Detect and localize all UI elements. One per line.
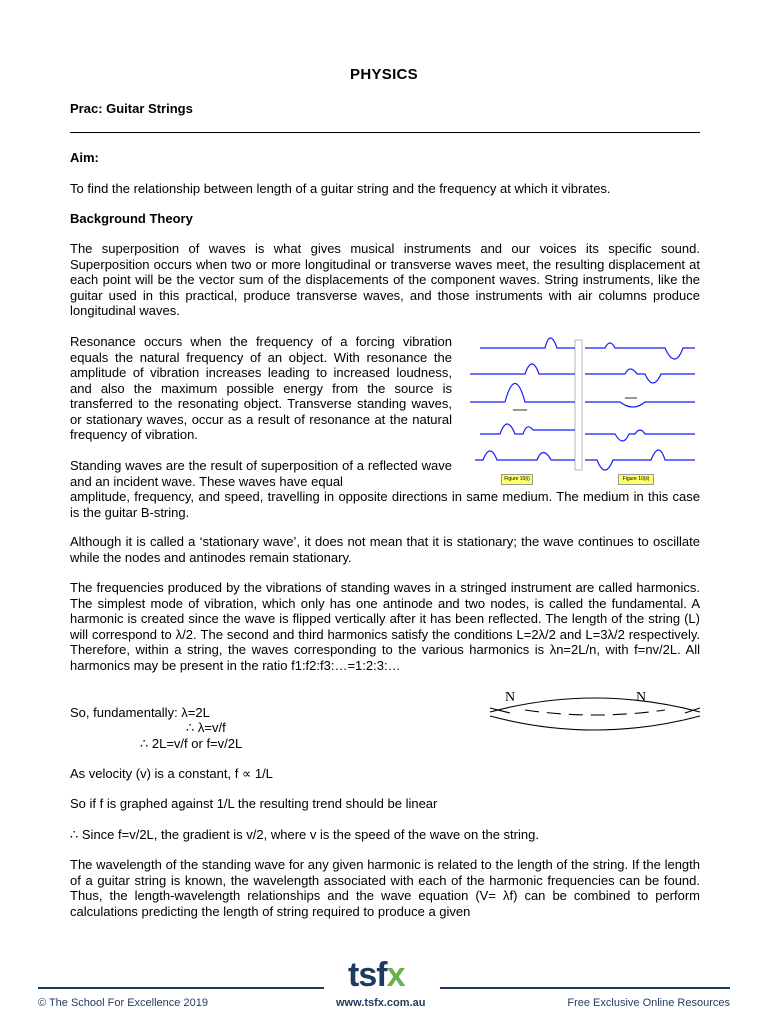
node-label-left: N [505,690,516,705]
tsfx-logo [348,958,404,992]
logo-main: tsf [348,956,387,994]
background-paragraph-2: Resonance occurs when the frequency of a forcing vibration equals the natural frequency of an object. With resonance the amplitude of vibration increases leading to increased loudness, and also the maximum possible energy from the source is transferred to the resonating object. Transverse standing waves, or stationary waves, occur as a result of resonance at the natural frequency of vibration. [70,334,452,442]
footer-copyright: © The School For Excellence 2019 [38,997,208,1009]
equation-1: So, fundamentally: λ=2L [70,705,210,720]
figure-label-left: Figure 10(i) [501,474,533,485]
equation-3: ∴ 2L=v/f or f=v/2L [140,736,243,751]
footer-website[interactable]: www.tsfx.com.au [336,997,426,1009]
equation-2: ∴ λ=v/f [186,720,226,735]
graph-statement: So if f is graphed against 1/L the resulting trend should be linear [70,796,438,811]
aim-heading: Aim: [70,150,99,165]
page-title: PHYSICS [350,66,418,83]
footer-line-right [440,987,730,989]
gradient-statement: ∴ Since f=v/2L, the gradient is v/2, where v is the speed of the wave on the string. [70,827,539,842]
logo-x: x [386,956,405,994]
background-paragraph-3b: amplitude, frequency, and speed, travelling in opposite directions in same medium. The medium in this case is the guitar B-string. [70,489,700,520]
background-paragraph-5: The frequencies produced by the vibrations of standing waves in a stringed instrument are called harmonics. The simplest mode of vibration, which only has one antinode and two nodes, is called the fundamental. A harmonic is created since the wave is flipped vertically after it has been reflected. The length of the string (L) will correspond to λ/2. The second and third harmonics satisfy the conditions L=2λ/2 and L=3λ/2 respectively. Therefore, within a string, the waves corresponding to the various harmonics is λn=2L/n, with f=nv/2L. All harmonics may be present in the ratio f1:f2:f3:…=1:2:3:… [70,580,700,673]
wave-reflection-figure [465,330,700,490]
background-paragraph-1: The superposition of waves is what gives musical instruments and our voices its specific sound. Superposition occurs when two or more longitudinal or transverse waves meet, the resulting displacement at each point will be the vector sum of the displacements of the component waves. String instruments, like the guitar used in this practical, produce transverse waves, and those instruments with air columns produce longitudinal waves. [70,241,700,318]
standing-wave-diagram [485,690,705,740]
figure-label-right: Figure 10(ii) [618,474,654,485]
background-paragraph-9: The wavelength of the standing wave for any given harmonic is related to the length of the string. If the length of a guitar string is known, the wavelength associated with each of the harmonic frequencies can be found. Thus, the length-wavelength relationships and the wave equation (V= λf) can be combined to perform calculations predicting the length of string required to produce a given [70,857,700,919]
velocity-statement: As velocity (v) is a constant, f ∝ 1/L [70,766,273,781]
footer-line-left [38,987,324,989]
footer-resources[interactable]: Free Exclusive Online Resources [567,997,730,1009]
background-paragraph-3a: Standing waves are the result of superposition of a reflected wave and an incident wave. These waves have equal [70,458,452,489]
background-heading: Background Theory [70,211,193,226]
background-paragraph-4: Although it is called a ‘stationary wave’, it does not mean that it is stationary; the wave continues to oscillate while the nodes and antinodes remain stationary. [70,534,700,565]
title-divider [70,132,700,133]
prac-title: Prac: Guitar Strings [70,101,193,116]
node-label-right: N [636,690,647,705]
aim-text: To find the relationship between length of a guitar string and the frequency at which it vibrates. [70,181,611,196]
